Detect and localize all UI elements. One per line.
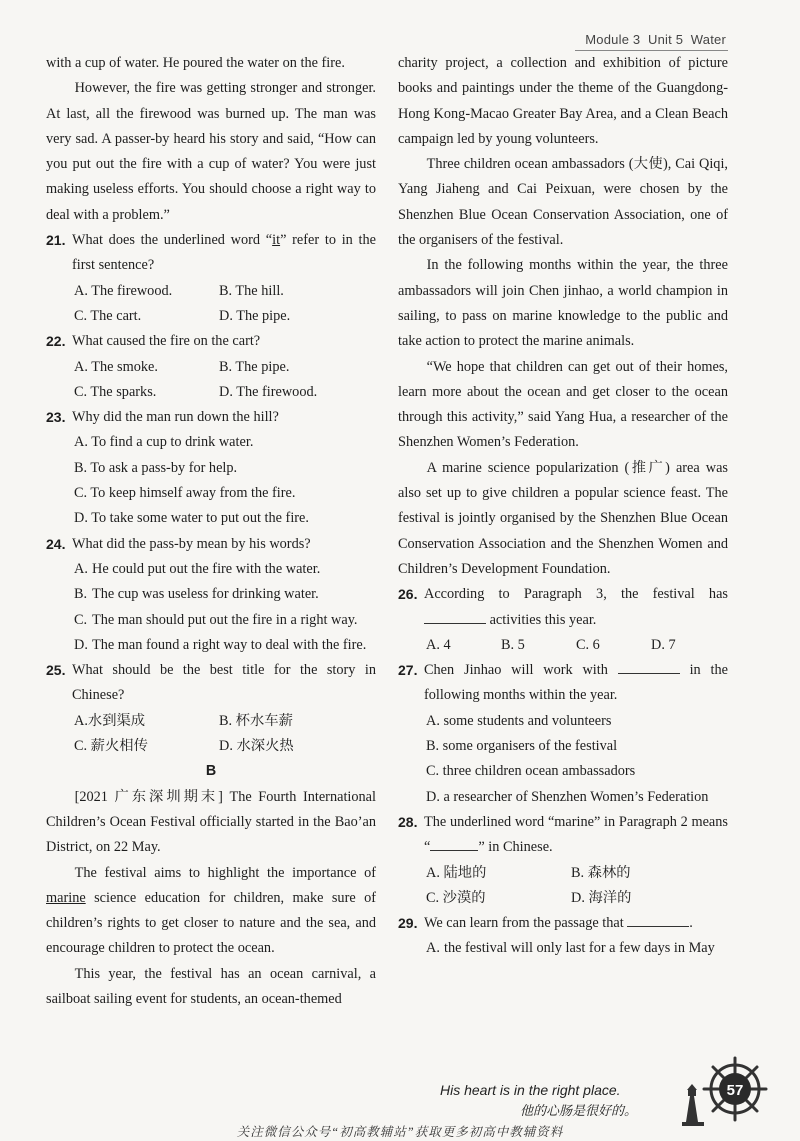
option-d-row [398, 785, 728, 810]
passage-paragraph-ambassadors: Three children ocean ambassadors (大使), Cai Qiqi, Yang Jiaheng and Cai Peixuan, were chosen by the Shenzhen Blue Ocean Conservation Association, one of the organisers of the festival. [398, 156, 728, 249]
question-text-end: ” in Chinese. [478, 839, 553, 856]
option-b-row [46, 456, 376, 481]
option-a: A. The firewood. [74, 282, 173, 299]
option-a [398, 936, 728, 961]
option-c: C. 薪火相传 [74, 738, 148, 755]
question-text-end: activities this year. [486, 611, 597, 628]
page-number: 57 [726, 1082, 744, 1099]
options-row [46, 709, 376, 734]
option-a: A.水到渠成 [74, 712, 146, 729]
option-d: D. To take some water to put out the fire. [74, 510, 309, 527]
options-row [46, 734, 376, 759]
question-number: 25. [46, 662, 66, 679]
question-text: What caused the fire on the cart? [72, 333, 261, 350]
header-module: Module 3 [585, 32, 641, 47]
option-d [46, 633, 376, 658]
option-d: D. The pipe. [219, 307, 291, 324]
passage-paragraph-cont: charity project, a collection and exhibition of picture books and paintings under the theme of the Guangdong-Hong Kong-Macao Greater Bay Area, and a Clean Beach campaign led by young volunteers. [398, 55, 728, 147]
question-21 [46, 228, 376, 279]
passage-paragraph-following-months: In the following months within the year, the three ambassadors will join Chen jinhao, a world champion in sailing, to pass on marine knowledge to the public and take action to protect the marine animals. [398, 257, 728, 350]
underlined-word: marine [46, 889, 86, 906]
passage-b-paragraph-1: [2021 广东深圳期末] The Fourth International Children’s Ocean Festival officially started in the Bao’an District, on 22 May. [46, 788, 376, 856]
option-b: B. To ask a pass-by for help. [74, 459, 238, 476]
option-a [46, 557, 376, 582]
options-row [46, 279, 376, 304]
question-text: What did the pass-by mean by his words? [72, 535, 311, 552]
question-text: Why did the man run down the hill? [72, 409, 279, 426]
option-letter: A. [426, 940, 440, 957]
passage-b-paragraph-3: This year, the festival has an ocean carnival, a sailboat sailing event for students, an ocean-themed [46, 965, 376, 1007]
option-b-row [398, 734, 728, 759]
paragraph-text-end: science education for children, make sure of children’s rights to get closer to nature and the sea, and encourage children to protect the ocean. [46, 889, 376, 957]
option-c: C. The sparks. [74, 383, 157, 400]
question-number: 24. [46, 535, 66, 552]
question-number: 21. [46, 232, 66, 249]
question-26 [398, 582, 728, 633]
question-text: According to Paragraph 3, the festival has [424, 586, 728, 603]
question-number: 29. [398, 915, 418, 932]
option-d: D. 7 [651, 636, 676, 653]
question-text: The underlined word “marine” in Paragraph 2 means “ [424, 813, 728, 856]
ships-wheel-lighthouse-icon [680, 1050, 775, 1130]
option-text: The man found a right way to deal with the fire. [92, 636, 367, 653]
option-b: B. 森林的 [571, 864, 631, 881]
option-c [46, 608, 376, 633]
question-text-end: . [689, 915, 693, 932]
question-text: What should be the best title for the story in Chinese? [72, 662, 376, 704]
question-28 [398, 810, 728, 861]
option-a-row [46, 430, 376, 455]
question-29 [398, 911, 728, 936]
option-d: D. 水深火热 [219, 738, 294, 755]
passage-b-paragraph-2 [46, 861, 376, 962]
header-unit: Unit 5 [648, 32, 684, 47]
options-row [46, 304, 376, 329]
right-column [398, 51, 728, 962]
option-d: D. The firewood. [219, 383, 318, 400]
question-22 [46, 329, 376, 354]
page-header [585, 32, 726, 47]
passage-paragraph-quote: “We hope that children can get out of their homes, learn more about the ocean and get closer to the ocean through this activity,” said Yang Hua, a researcher of the Shenzhen Women’s Federation. [398, 358, 728, 451]
option-text: the festival will only last for a few days in May [444, 940, 715, 957]
options-row [46, 380, 376, 405]
option-text: The cup was useless for drinking water. [92, 586, 319, 603]
options-row [398, 861, 728, 886]
answer-blank[interactable] [430, 836, 478, 851]
question-23 [46, 405, 376, 430]
question-text: Chen Jinhao will work with [424, 662, 608, 679]
story-paragraph-1: with a cup of water. He poured the water on the fire. [46, 55, 345, 71]
passage-paragraph-science-area: A marine science popularization (推广) area was also set up to give children a popular science feast. The festival is jointly organised by the Shenzhen Blue Ocean Conservation Association and the Shenzhen Women and Children’s Development Foundation. [398, 459, 728, 577]
underlined-word: it [272, 232, 281, 249]
answer-blank[interactable] [424, 609, 486, 624]
option-a: A. some students and volunteers [426, 712, 612, 729]
option-d-row [46, 506, 376, 531]
question-text-end: ” refer to in the first sentence? [72, 232, 376, 274]
question-number: 22. [46, 333, 66, 350]
left-column [46, 51, 376, 1012]
option-b: B. The pipe. [219, 358, 290, 375]
option-text: He could put out the fire with the water. [92, 560, 321, 577]
option-b: B. some organisers of the festival [426, 738, 618, 755]
question-number: 28. [398, 813, 418, 830]
section-b-title: B [205, 763, 217, 780]
option-c: C. The cart. [74, 307, 142, 324]
options-row [398, 633, 728, 658]
option-c: C. three children ocean ambassadors [426, 763, 636, 780]
header-topic: Water [690, 32, 726, 47]
question-number: 26. [398, 586, 418, 603]
question-text: What does the underlined word “ [72, 232, 273, 249]
option-c-row [398, 759, 728, 784]
option-a-row [398, 709, 728, 734]
option-a: A. To find a cup to drink water. [74, 434, 254, 451]
option-b: B. 杯水车薪 [219, 712, 293, 729]
option-c: C. 沙漠的 [426, 889, 486, 906]
question-text: We can learn from the passage that [424, 915, 624, 932]
option-b [46, 582, 376, 607]
option-b: B. The hill. [219, 282, 284, 299]
motto-english: His heart is in the right place. [440, 1082, 621, 1098]
story-paragraph-2: However, the fire was getting stronger and stronger. At last, all the firewood was burned up. The man was very sad. A passer-by heard his story and said, “How can you put out the fire with a cup of water? You were just making useless efforts. You should choose a right way to deal with a problem.” [46, 80, 376, 223]
option-letter: A. [74, 560, 88, 577]
question-25 [46, 658, 376, 709]
option-text: The man should put out the fire in a right way. [92, 611, 358, 628]
question-text-end: in the following months within the year. [424, 662, 728, 704]
question-27 [398, 658, 728, 709]
answer-blank[interactable] [618, 659, 680, 674]
option-letter: D. [74, 636, 88, 653]
paragraph-text: The festival aims to highlight the importance of [74, 864, 376, 881]
option-letter: B. [74, 586, 88, 603]
option-c-row [46, 481, 376, 506]
motto-chinese: 他的心肠是很好的。 [520, 1103, 638, 1118]
options-row [46, 355, 376, 380]
option-a: A. The smoke. [74, 358, 158, 375]
option-d: D. a researcher of Shenzhen Women’s Federation [426, 788, 709, 805]
lighthouse-icon [682, 1084, 704, 1126]
option-d: D. 海洋的 [571, 889, 632, 906]
option-b: B. 5 [501, 636, 525, 653]
question-24 [46, 532, 376, 557]
option-c: C. To keep himself away from the fire. [74, 485, 296, 502]
option-a: A. 陆地的 [426, 864, 487, 881]
option-c: C. 6 [576, 636, 600, 653]
option-a: A. 4 [426, 636, 451, 653]
bottom-note: 关注微信公众号“初高教辅站”获取更多初高中教辅资料 [236, 1125, 564, 1139]
answer-blank[interactable] [627, 912, 689, 927]
options-row [398, 886, 728, 911]
question-number: 27. [398, 662, 418, 679]
option-letter: C. [74, 611, 88, 628]
question-number: 23. [46, 409, 66, 426]
